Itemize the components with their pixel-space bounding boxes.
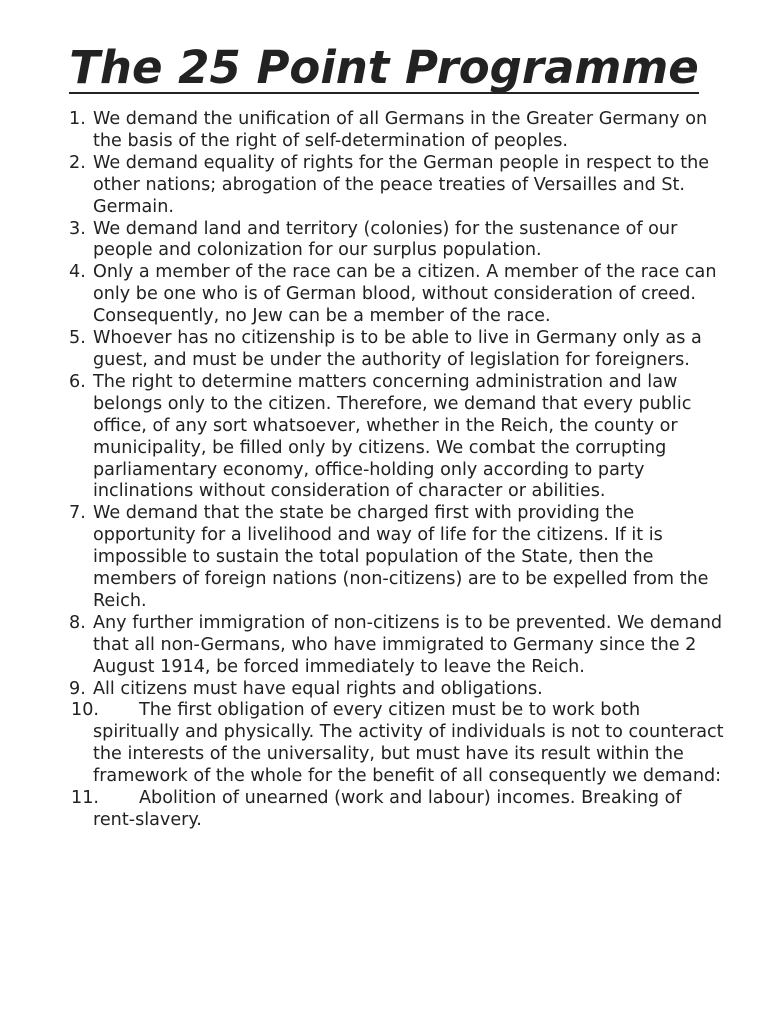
- list-item-text: Only a member of the race can be a citizen. A member of the race can only be one who is of German blood, without consideration of creed. Consequently, no Jew can be a member of the race.: [93, 262, 717, 327]
- list-item: [0, 788, 768, 832]
- list-item-number: 1.: [69, 109, 86, 129]
- list-item: [0, 372, 768, 503]
- list-item: [0, 503, 768, 613]
- list-item-text: All citizens must have equal rights and obligations.: [93, 678, 543, 699]
- list-item-text: Any further immigration of non-citizens is to be prevented. We demand that all non-Germans, who have immigrated to Germany since the 2 August 1914, be forced immediately to leave the Reich.: [93, 612, 723, 677]
- list-item-number: 8.: [69, 612, 86, 633]
- points-list: [0, 109, 768, 832]
- list-item-text: Whoever has no citizenship is to be able to live in Germany only as a guest, and must be under the authority of legislation for foreigners.: [93, 328, 702, 370]
- list-item-number: 4.: [69, 262, 86, 283]
- list-item-number: 11.: [71, 788, 99, 809]
- list-item-number: 6.: [69, 371, 86, 392]
- list-item: [0, 109, 768, 153]
- list-item: [0, 262, 768, 328]
- list-item: [0, 153, 768, 219]
- page-title-text: The 25 Point Programme: [69, 41, 699, 94]
- list-item-number: 9.: [69, 678, 86, 699]
- list-item-text: The right to determine matters concerning administration and law belongs only to the citizen. Therefore, we demand that every public office, of any sort whatsoever, whether in the Reich, the county or municipality, be filled only by citizens. We combat the corrupting parliamentary economy, office-holding only according to party inclinations without consideration of character or abilities.: [93, 371, 692, 502]
- list-item-text: The first obligation of every citizen must be to work both spiritually and physically. The activity of individuals is not to counteract the interests of the universality, but must have its result within the framework of the whole for the benefit of all consequently we demand:: [93, 700, 724, 787]
- list-item-number: 3.: [69, 218, 86, 239]
- list-item-number: 5.: [69, 328, 86, 349]
- list-item: [0, 679, 768, 701]
- list-item: [0, 700, 768, 788]
- list-item-number: 2.: [69, 152, 86, 173]
- page-title: [0, 40, 768, 96]
- list-item-text: Abolition of unearned (work and labour) incomes. Breaking of rent-slavery.: [93, 788, 682, 830]
- list-item-text: We demand that the state be charged first with providing the opportunity for a livelihood and way of life for the citizens. If it is impossible to sustain the total population of the State, then the members of foreign nations (non-citizens) are to be expelled from the Reich.: [93, 503, 709, 611]
- list-item-number: 7.: [69, 503, 86, 524]
- list-item-text: We demand land and territory (colonies) for the sustenance of our people and colonization for our surplus population.: [93, 218, 678, 261]
- list-item: [0, 613, 768, 679]
- list-item-text: We demand the unification of all Germans in the Greater Germany on the basis of the right of self-determination of peoples.: [93, 109, 708, 151]
- list-item-number: 10.: [71, 700, 99, 721]
- list-item: [0, 328, 768, 372]
- list-item-text: We demand equality of rights for the German people in respect to the other nations; abrogation of the peace treaties of Versailles and St. Germain.: [93, 152, 710, 217]
- list-item: [0, 219, 768, 263]
